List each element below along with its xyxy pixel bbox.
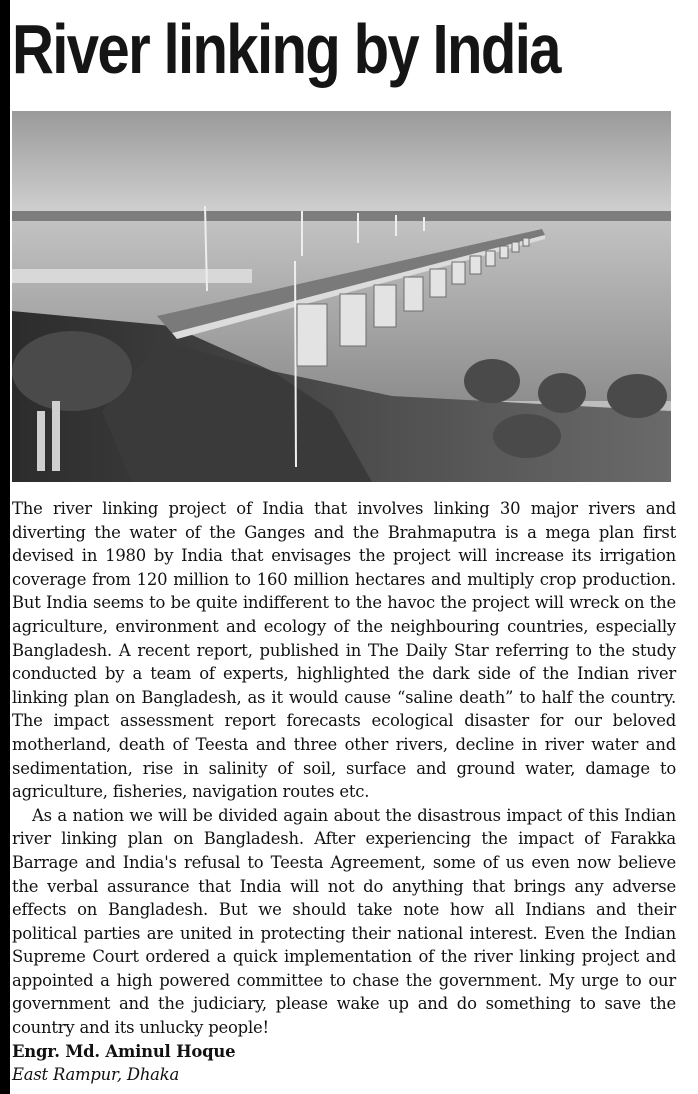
sky	[12, 111, 671, 221]
article-paragraph: As a nation we will be divided again about the disastrous impact of this Indian river linking plan on Bangladesh. After experiencing the impact of Farakka Barrage and India's refusal to Teesta Agreement, some of us even now believe the verbal assurance that India will not do anything that brings any adverse effects on Bangladesh. But we should take note how all Indians and their political parties are united in protecting their national interest. Even the Indian Supreme Court ordered a quick implementation of the river linking project and appointed a high powered committee to chase the government. My urge to our government and the judiciary, please wake up and do something to save the country and its unlucky people!	[12, 805, 676, 1038]
author-location: East Rampur, Dhaka	[12, 1065, 180, 1085]
far-bank	[12, 269, 252, 283]
author-name: Engr. Md. Aminul Hoque	[12, 1041, 236, 1061]
barrage-illustration	[12, 111, 671, 482]
headline: River linking by India	[12, 10, 560, 88]
article-paragraph: The river linking project of India that involves linking 30 major rivers and diverting the water of the Ganges and the Brahmaputra is a mega plan first devised in 1980 by India that envisages the project will increase its irrigation coverage from 120 million to 160 million hectares and multiply crop production. But India seems to be quite indifferent to the havoc the project will wreck on the agriculture, environment and ecology of the neighbouring countries, especially Bangladesh. A recent report, published in The Daily Star referring to the study conducted by a team of experts, highlighted the dark side of the Indian river linking plan on Bangladesh, as it would cause “saline death” to half the country. The impact assessment report forecasts ecological disaster for our beloved motherland, death of Teesta and three other rivers, decline in river water and sedimentation, rise in salinity of soil, surface and ground water, damage to agriculture, fisheries, navigation routes etc.	[12, 499, 676, 802]
barrage-photo	[12, 111, 671, 482]
column-rule	[0, 0, 10, 1094]
article-body	[12, 497, 676, 1087]
